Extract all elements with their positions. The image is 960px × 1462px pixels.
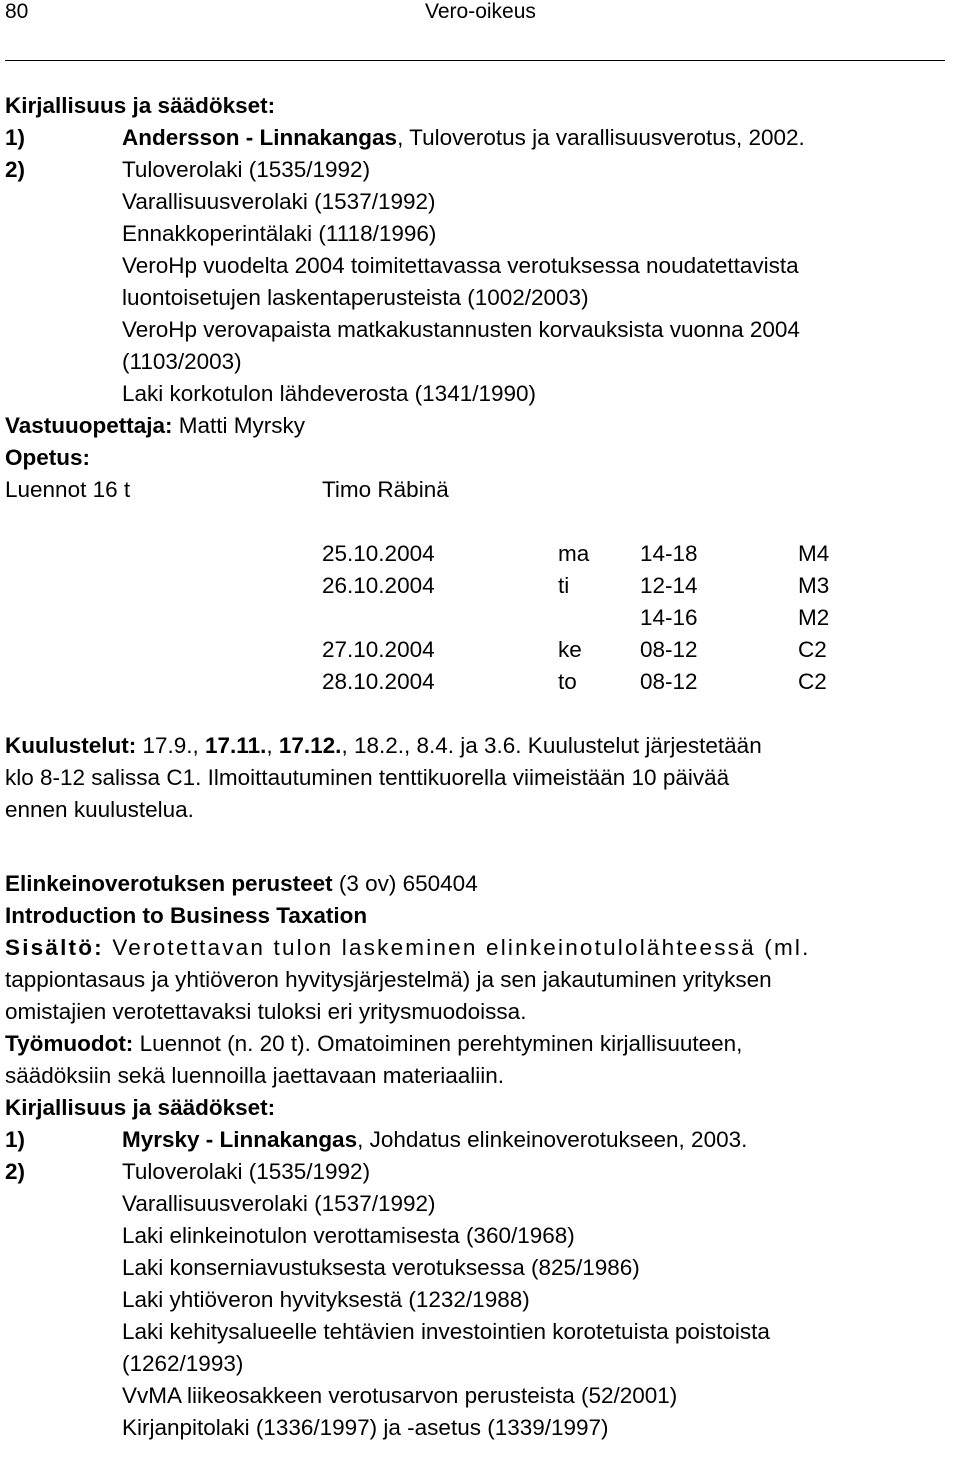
exams-line: Kuulustelut: 17.9., 17.11., 17.12., 18.2., 8.4. ja 3.6. Kuulustelut järjestetään — [5, 733, 762, 758]
course-english-title: Introduction to Business Taxation — [5, 903, 368, 928]
exams-label: Kuulustelut: — [5, 733, 137, 758]
bibliography-entry-1-num: 1) — [5, 125, 26, 150]
statute-item: Kirjanpitolaki (1336/1997) ja -asetus (1339/1997) — [122, 1415, 609, 1440]
statute-item: Laki korkotulon lähdeverosta (1341/1990) — [122, 381, 537, 406]
responsible-teacher — [5, 410, 305, 442]
schedule-time: 08-12 — [640, 637, 698, 662]
schedule-room: C2 — [798, 669, 827, 694]
content-text: omistajien verotettavaksi tuloksi eri yritysmuodoissa. — [5, 999, 527, 1024]
schedule-date: 26.10.2004 — [322, 573, 435, 598]
schedule-time: 08-12 — [640, 669, 698, 694]
header-rule — [5, 60, 945, 61]
bibliography-heading: Kirjallisuus ja säädökset: — [5, 93, 276, 118]
schedule-time: 12-14 — [640, 573, 698, 598]
statutes-num: 2) — [5, 157, 26, 182]
bibliography-title: , Tuloverotus ja varallisuusverotus, 2002. — [397, 125, 805, 150]
exams-text: klo 8-12 salissa C1. Ilmoittautuminen tenttikuorella viimeistään 10 päivää — [5, 765, 730, 790]
statute-item: (1262/1993) — [122, 1351, 244, 1376]
statute-item: Tuloverolaki (1535/1992) — [122, 1159, 371, 1184]
statute-item: Laki konserniavustuksesta verotuksessa (825/1986) — [122, 1255, 640, 1280]
bibliography-entry-1 — [122, 1124, 747, 1156]
content-label: Sisältö: — [5, 935, 104, 960]
course-title — [5, 868, 478, 900]
schedule-time: 14-18 — [640, 541, 698, 566]
page-header-title: Vero-oikeus — [425, 0, 536, 23]
page-header — [5, 0, 945, 28]
statute-item: Laki elinkeinotulon verottamisesta (360/1968) — [122, 1223, 575, 1248]
statute-item: VvMA liikeosakkeen verotusarvon perusteista (52/2001) — [122, 1383, 678, 1408]
statute-item: Laki yhtiöveron hyvityksestä (1232/1988) — [122, 1287, 530, 1312]
schedule-day: ti — [558, 573, 570, 598]
schedule-date: 25.10.2004 — [322, 541, 435, 566]
bibliography-entry-1 — [122, 122, 805, 154]
statute-item: Varallisuusverolaki (1537/1992) — [122, 1191, 436, 1216]
schedule-date: 28.10.2004 — [322, 669, 435, 694]
schedule-room: M3 — [798, 573, 830, 598]
content-line: Sisältö: Verotettavan tulon laskeminen elinkeinotulolähteessä (ml. — [5, 935, 811, 960]
statute-item: VeroHp vuodelta 2004 toimitettavassa verotuksessa noudatettavista — [122, 253, 799, 278]
schedule-day: ke — [558, 637, 582, 662]
lecturer-name: Timo Räbinä — [322, 477, 449, 502]
bibliography-heading: Kirjallisuus ja säädökset: — [5, 1095, 276, 1120]
responsible-label: Vastuuopettaja: — [5, 413, 173, 438]
content-text: tappiontasaus ja yhtiöveron hyvitysjärjestelmä) ja sen jakautuminen yrityksen — [5, 967, 772, 992]
schedule-room: M4 — [798, 541, 830, 566]
bibliography-entry-1-num: 1) — [5, 1127, 26, 1152]
bibliography-author: Myrsky - Linnakangas — [122, 1127, 358, 1152]
bibliography-author: Andersson - Linnakangas — [122, 125, 398, 150]
responsible-name: Matti Myrsky — [178, 413, 306, 438]
work-methods-text: säädöksiin sekä luennoilla jaettavaan materiaaliin. — [5, 1063, 505, 1088]
statute-item: Ennakkoperintälaki (1118/1996) — [122, 221, 437, 246]
page-number: 80 — [5, 0, 29, 23]
schedule-date: 27.10.2004 — [322, 637, 435, 662]
statute-item: Varallisuusverolaki (1537/1992) — [122, 189, 436, 214]
statutes-num: 2) — [5, 1159, 26, 1184]
statute-item: VeroHp verovapaista matkakustannusten korvauksista vuonna 2004 — [122, 317, 800, 342]
teaching-label: Opetus: — [5, 445, 91, 470]
statute-item: Laki kehitysalueelle tehtävien investointien korotetuista poistoista — [122, 1319, 770, 1344]
schedule-day: ma — [558, 541, 590, 566]
work-methods-line: Työmuodot: Luennot (n. 20 t). Omatoiminen perehtyminen kirjallisuuteen, — [5, 1031, 743, 1056]
lectures-label: Luennot 16 t — [5, 477, 131, 502]
exams-text: ennen kuulustelua. — [5, 797, 194, 822]
course-name: Elinkeinoverotuksen perusteet — [5, 871, 333, 896]
statute-item: luontoisetujen laskentaperusteista (1002/2003) — [122, 285, 589, 310]
schedule-day: to — [558, 669, 577, 694]
bibliography-title: , Johdatus elinkeinoverotukseen, 2003. — [357, 1127, 748, 1152]
work-label: Työmuodot: — [5, 1031, 134, 1056]
schedule-room: C2 — [798, 637, 827, 662]
statute-item: (1103/2003) — [122, 349, 242, 374]
statute-item: Tuloverolaki (1535/1992) — [122, 157, 371, 182]
schedule-room: M2 — [798, 605, 830, 630]
course-credits: (3 ov) 650404 — [332, 871, 478, 896]
schedule-time: 14-16 — [640, 605, 698, 630]
